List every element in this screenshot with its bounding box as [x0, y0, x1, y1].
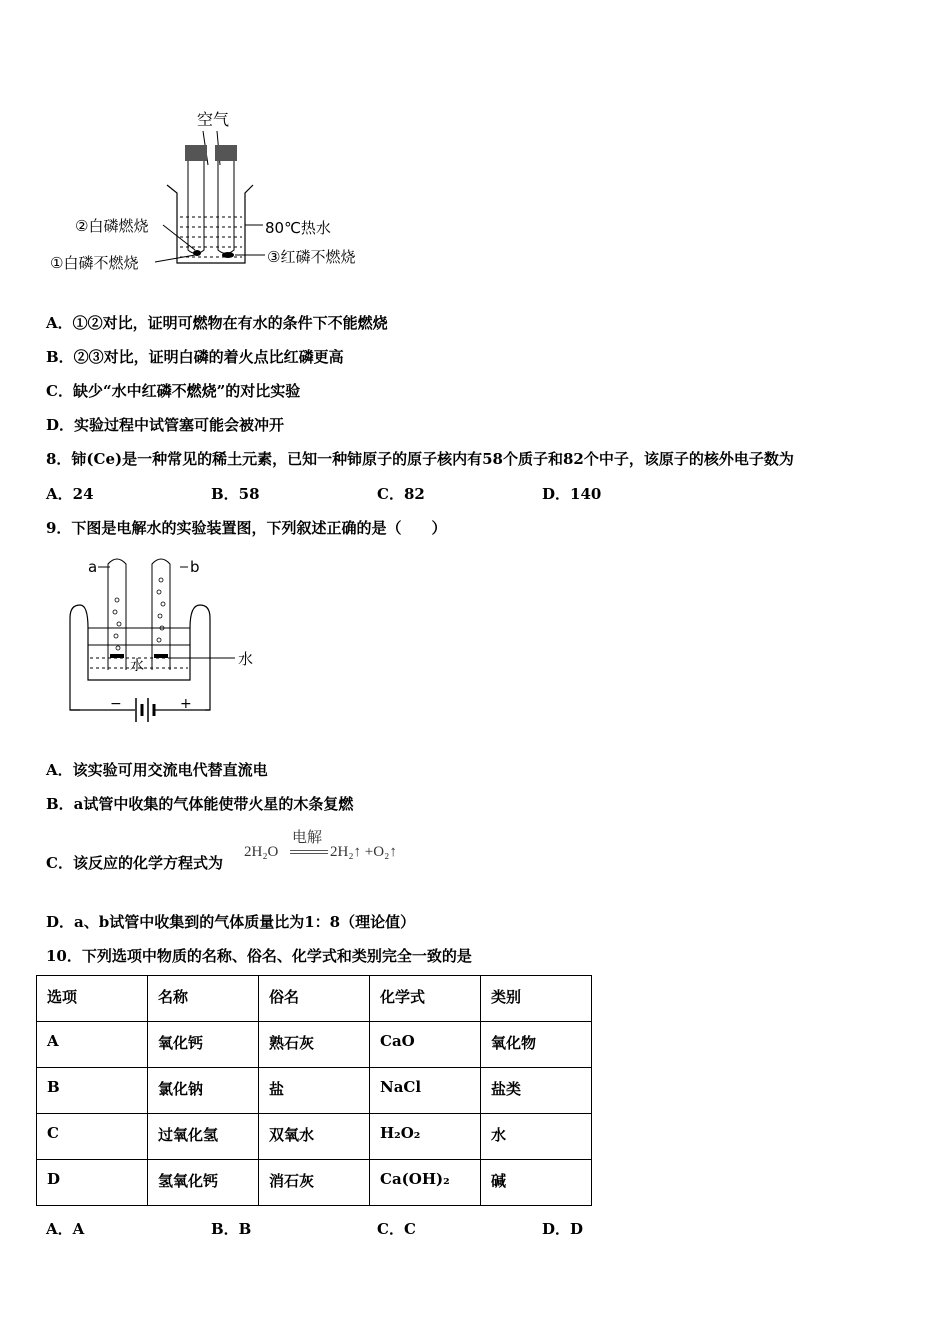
- table-header-cell: 化学式: [370, 976, 481, 1022]
- q9-option-c[interactable]: C．该反应的化学方程式为: [46, 854, 223, 872]
- table-cell: CaO: [370, 1022, 481, 1068]
- q7-option-a[interactable]: A．①②对比，证明可燃物在有水的条件下不能燃烧: [46, 314, 388, 332]
- equation-reactant: 2H₂O: [244, 844, 279, 860]
- table-cell: 氧化物: [481, 1022, 592, 1068]
- table-cell: 消石灰: [259, 1160, 370, 1206]
- q7-option-d[interactable]: D．实验过程中试管塞可能会被冲开: [46, 416, 285, 434]
- beaker: [167, 185, 253, 263]
- chemical-equation: [244, 826, 444, 876]
- table-cell: H₂O₂: [370, 1114, 481, 1160]
- tube-b-label: b: [190, 558, 200, 576]
- table-row: [37, 1114, 592, 1160]
- plus-terminal: +: [180, 696, 192, 712]
- table-cell: 氯化钠: [148, 1068, 259, 1114]
- table-cell: D: [37, 1160, 148, 1206]
- q8-option-d[interactable]: D．140: [542, 485, 602, 503]
- label-hot-water: 80℃热水: [265, 219, 331, 237]
- table-cell: B: [37, 1068, 148, 1114]
- test-tube-a: [108, 559, 126, 670]
- stopper-right: [215, 145, 237, 161]
- label-white-burn: ②白磷燃烧: [75, 217, 149, 235]
- table-cell: 水: [481, 1114, 592, 1160]
- stopper-left: [185, 145, 207, 161]
- water-label: 水: [238, 650, 254, 668]
- table-cell: NaCl: [370, 1068, 481, 1114]
- test-tube-right: [218, 161, 234, 254]
- electrode-a: [110, 654, 124, 658]
- test-tube-left: [188, 161, 204, 254]
- equation-condition: 电解: [292, 830, 323, 846]
- table-cell: 盐: [259, 1068, 370, 1114]
- table-header-cell: 选项: [37, 976, 148, 1022]
- q9-stem: 9．下图是电解水的实验装置图，下列叙述正确的是（ ）: [46, 519, 447, 537]
- q8-option-c[interactable]: C．82: [377, 485, 425, 503]
- table-header-cell: 俗名: [259, 976, 370, 1022]
- water-inner-label: 水: [130, 658, 144, 674]
- label-red-noburn: ③红磷不燃烧: [267, 248, 356, 266]
- table-cell: 碱: [481, 1160, 592, 1206]
- q9-option-d[interactable]: D．a、b试管中收集到的气体质量比为1：8（理论值）: [46, 913, 416, 931]
- equation-products: 2H₂↑ +O₂↑: [330, 844, 397, 860]
- bubbles: [113, 578, 165, 650]
- table-cell: Ca(OH)₂: [370, 1160, 481, 1206]
- table-cell: 双氧水: [259, 1114, 370, 1160]
- wire-left: [70, 605, 88, 710]
- table-row: [37, 1160, 592, 1206]
- q7-option-c[interactable]: C．缺少“水中红磷不燃烧”的对比实验: [46, 382, 301, 400]
- q9-option-a[interactable]: A．该实验可用交流电代替直流电: [46, 761, 268, 779]
- q10-option-d[interactable]: D．D: [542, 1220, 584, 1238]
- q10-table: [36, 975, 592, 1206]
- air-label: 空气: [197, 110, 230, 129]
- phosphorus-experiment-figure: [45, 105, 385, 280]
- tube-a-label: a: [88, 558, 98, 576]
- q9-option-b[interactable]: B．a试管中收集的气体能使带火星的木条复燃: [46, 795, 354, 813]
- table-cell: 氢氧化钙: [148, 1160, 259, 1206]
- table-header-row: [37, 976, 592, 1022]
- electrolysis-figure: [60, 550, 270, 740]
- q10-option-b[interactable]: B．B: [211, 1220, 252, 1238]
- q8-option-b[interactable]: B．58: [211, 485, 260, 503]
- table-row: [37, 1068, 592, 1114]
- table-cell: 盐类: [481, 1068, 592, 1114]
- q7-option-b[interactable]: B．②③对比，证明白磷的着火点比红磷更高: [46, 348, 344, 366]
- q10-option-c[interactable]: C．C: [377, 1220, 416, 1238]
- table-header-cell: 名称: [148, 976, 259, 1022]
- table-header-cell: 类别: [481, 976, 592, 1022]
- table-cell: 熟石灰: [259, 1022, 370, 1068]
- electrode-b: [154, 654, 168, 658]
- table-cell: 过氧化氢: [148, 1114, 259, 1160]
- table-cell: C: [37, 1114, 148, 1160]
- minus-terminal: −: [110, 696, 122, 712]
- table-cell: A: [37, 1022, 148, 1068]
- q10-option-a[interactable]: A．A: [46, 1220, 85, 1238]
- red-phosphorus: [222, 252, 234, 258]
- label-white-noburn: ①白磷不燃烧: [50, 254, 139, 272]
- q8-stem: 8．铈(Ce)是一种常见的稀土元素，已知一种铈原子的原子核内有58个质子和82个中子，该原子的核外电子数为: [46, 450, 794, 468]
- q10-stem: 10．下列选项中物质的名称、俗名、化学式和类别完全一致的是: [46, 947, 472, 965]
- table-row: [37, 1022, 592, 1068]
- q8-option-a[interactable]: A．24: [46, 485, 94, 503]
- table-cell: 氧化钙: [148, 1022, 259, 1068]
